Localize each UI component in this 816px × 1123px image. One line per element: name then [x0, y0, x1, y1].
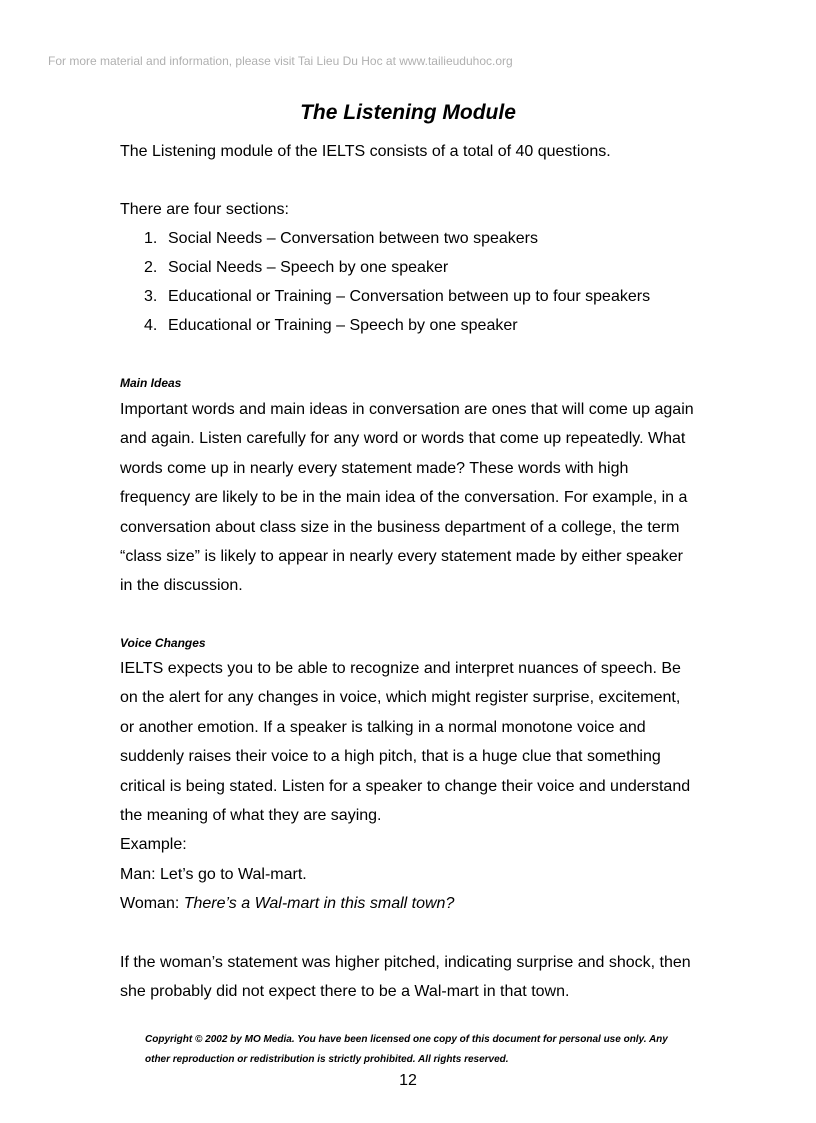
list-item-text: Social Needs – Conversation between two speakers — [168, 230, 538, 247]
list-item-text: Educational or Training – Conversation between up to four speakers — [168, 288, 651, 305]
list-item-number: 4. — [144, 317, 158, 334]
paragraph-line: and again. Listen carefully for any word or words that come up repeatedly. What — [120, 430, 686, 448]
woman-dialogue-line — [120, 889, 710, 918]
conclusion-paragraph — [120, 948, 710, 1007]
paragraph-line: Important words and main ideas in conversation are ones that will come up again — [120, 401, 694, 418]
man-dialogue-line: Man: Let’s go to Wal-mart. — [120, 865, 307, 883]
paragraph-line: she probably did not expect there to be a Wal-mart in that town. — [120, 983, 570, 1001]
paragraph-line: conversation about class size in the business department of a college, the term — [120, 518, 680, 536]
paragraph-line: in the discussion. — [120, 577, 243, 595]
paragraph-line: IELTS expects you to be able to recognize and interpret nuances of speech. Be — [120, 660, 681, 677]
page-number: 12 — [399, 1072, 417, 1089]
paragraph-line: the meaning of what they are saying. — [120, 807, 382, 825]
woman-label: Woman: — [120, 895, 184, 913]
voice-changes-paragraph — [120, 654, 710, 919]
paragraph-line: or another emotion. If a speaker is talking in a normal monotone voice and — [120, 718, 646, 736]
list-item-number: 1. — [144, 230, 158, 247]
paragraph-line: suddenly raises their voice to a high pitch, that is a huge clue that something — [120, 748, 661, 766]
main-ideas-heading: Main Ideas — [120, 376, 182, 390]
paragraph-line: critical is being stated. Listen for a speaker to change their voice and understand — [120, 777, 691, 795]
paragraph-line: words come up in nearly every statement made? These words with high — [120, 459, 629, 477]
paragraph-line: on the alert for any changes in voice, which might register surprise, excitement, — [120, 689, 681, 707]
list-item-text: Social Needs – Speech by one speaker — [168, 259, 449, 276]
list-item-number: 2. — [144, 259, 158, 276]
intro-paragraph: The Listening module of the IELTS consists of a total of 40 questions. — [120, 143, 611, 160]
page-title: The Listening Module — [300, 101, 516, 124]
watermark: For more material and information, please visit Tai Lieu Du Hoc at www.tailieuduhoc.org — [48, 54, 513, 68]
woman-speech: There’s a Wal-mart in this small town? — [183, 895, 455, 913]
list-item-text: Educational or Training – Speech by one speaker — [168, 317, 518, 334]
voice-changes-heading: Voice Changes — [120, 636, 206, 650]
paragraph-line: If the woman’s statement was higher pitched, indicating surprise and shock, then — [120, 954, 691, 971]
copyright-line-2: other reproduction or redistribution is strictly prohibited. All rights reserved. — [145, 1054, 509, 1065]
example-label: Example: — [120, 836, 187, 854]
main-ideas-paragraph — [120, 395, 710, 601]
paragraph-line: frequency are likely to be in the main idea of the conversation. For example, in a — [120, 489, 688, 507]
sections-intro: There are four sections: — [120, 201, 289, 218]
paragraph-line: “class size” is likely to appear in nearly every statement made by either speaker — [120, 548, 683, 566]
list-item-number: 3. — [144, 288, 158, 305]
copyright-line-1: Copyright © 2002 by MO Media. You have been licensed one copy of this document for personal use only. Any — [145, 1034, 668, 1045]
